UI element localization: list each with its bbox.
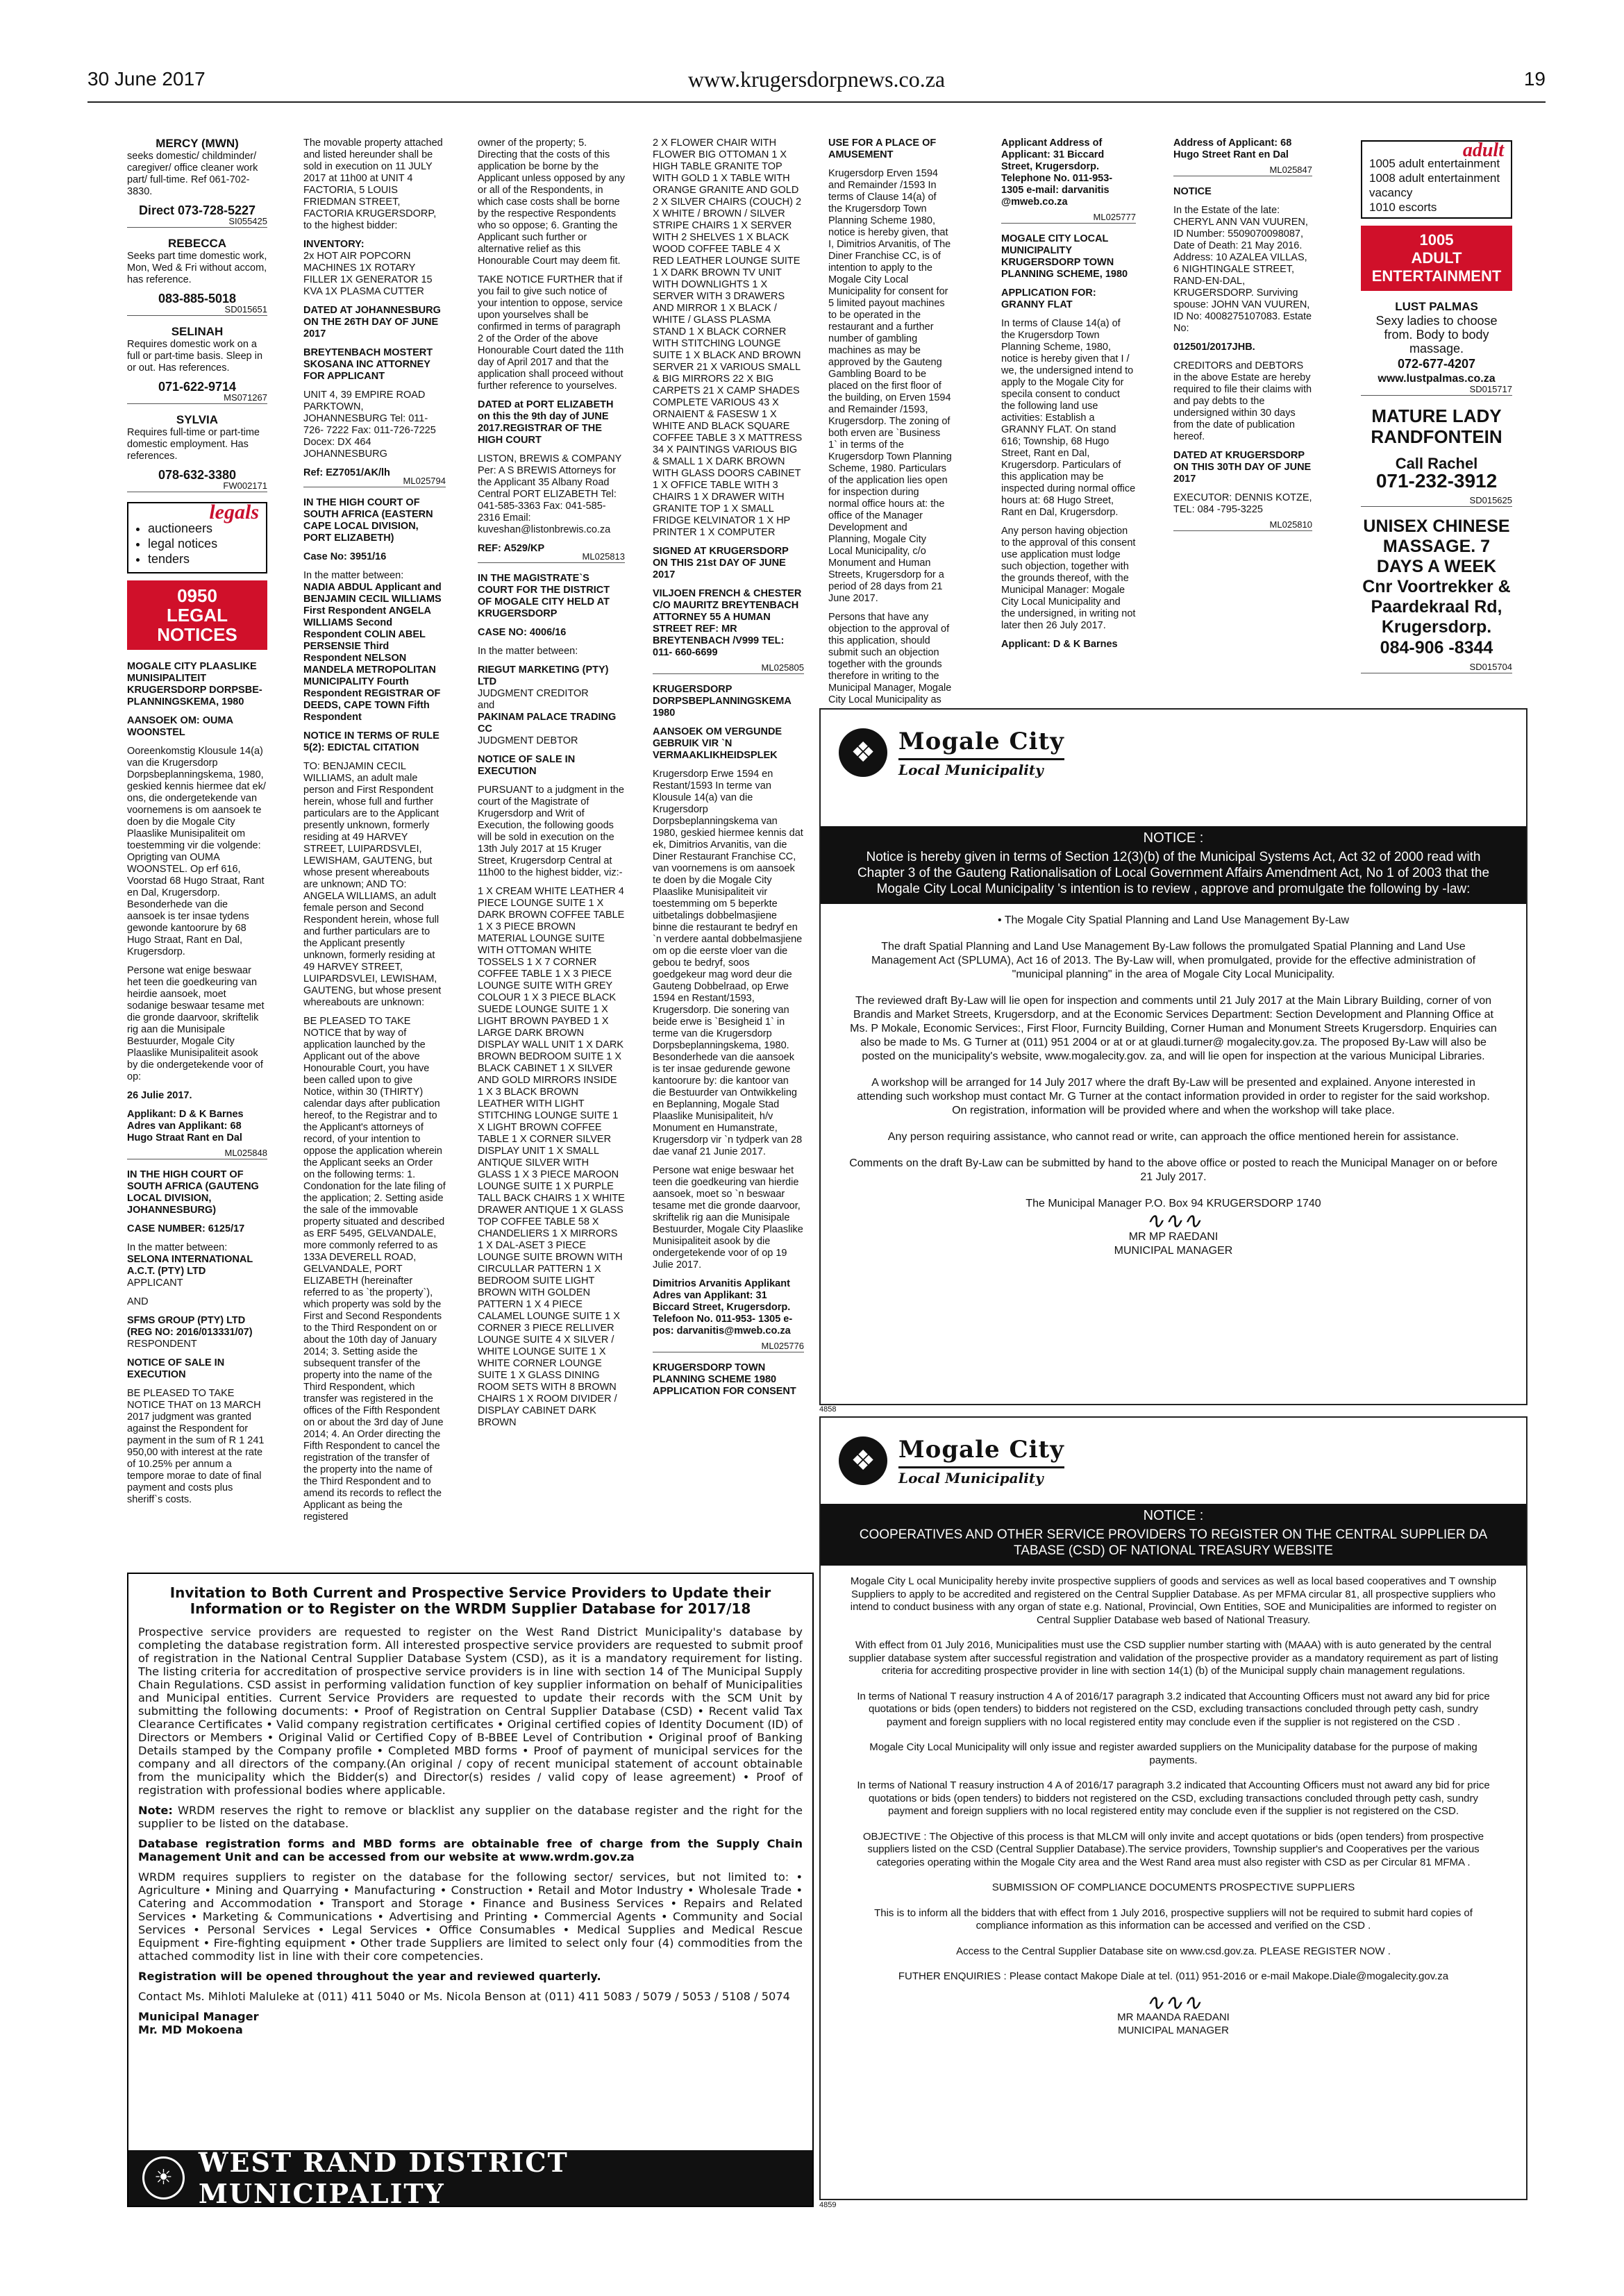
classified-ad-rebecca: REBECCA Seeks part time domestic work, Mon, Wed & Fri without accom, has reference. 083-885-5018 SD015651	[127, 237, 267, 315]
legals-item: • auctioneers	[148, 521, 259, 536]
signature-icon: ∿∿∿	[1145, 1989, 1202, 2015]
classified-ad-sylvia: SYLVIA Requires full-time or part-time domestic employment. Has references. 078-632-3380 FW002171	[127, 413, 267, 491]
column-4: 2 X FLOWER CHAIR WITH FLOWER BIG OTTOMAN 1 X HIGH TABLE GRANITE TOP WITH GOLD 1 X TABLE WITH ORANGE GRANITE AND GOLD 2 X SILVER CHAIRS (COUCH) 2 X WHITE / BROWN / SILVER STRIPE CHAIRS 1 X SERVER WITH 2 SHELVES 1 X BLACK WOOD COFFEE TABLE 4 X RED LEATHER LOUNGE SUITE 1 X DARK BROWN TV UNIT WITH DOWNLIGHTS 1 X SERVER WITH 3 DRAWERS AND MIRROR 1 X BLACK / WHITE / GLASS PLASMA STAND 1 X BLACK CORNER WITH STITCHING LOUNGE SUITE 1 X BLACK AND BROWN SERVER 21 X VARIOUS SMALL & BIG MIRRORS 22 X BIG CARPETS 21 X CAMP SHADES COMPLETE VARIOUS 43 X ORNAIENT & FASESW 1 X WHITE AND BLACK SQUARE COFFEE TABLE 3 X MATTRESS 34 X PAINTINGS VARIOUS BIG & SMALL 1 X DARK BROWN WITH GLASS DOORS CABINET 1 X OFFICE TABLE WITH 3 CHAIRS 1 X DRAWER WITH GRANITE TOP 1 X SMALL FRIDGE KELVINATOR 1 X HP PRINTER 1 X COMPUTER SIGNED AT KRUGERSDORP ON THIS 21st DAY OF JUNE 2017 VILJOEN FRENCH & CHESTER C/O MAURITZ BREYTENBACH ATTORNEY 55 A HUMAN STREET REF: MR BREYTENBACH /V999 TEL: 011- 660-6699 ML025805 KRUGERSDORP DORPSBEPLANNINGSKEMA 1980 AANSOEK OM VERGUNDE GEBRUIK VIR `N VERMAAKLIKHEIDSPLEK Krugersdorp Erwe 1594 en Restant/1593 In terme van Klousule 14(a) van die Krugersdorp Dorpsbeplanningskema van 1980, geskied hiermee kennis dat ek, Dimitrios Arvanitis, van die Diner Restaurant Franchise CC, van voornemens is om aansoek te doen by die Mogale City Plaaslike Munisipaliteit vir toestemming om 5 beperkte uitbetalings dobbelmasjiene binne die restaurant te bedryf en `n verdere aantal dobbelmasjiene om op die eerste vloer van die gebou te bedryf, soos goedgekeur mag word deur die Gauteng Dobbelraad, op Erwe 1594 en Restant/1593, Krugersdorp. Die sonering van beide erwe is `Besigheid 1` in terme van die Krugersdorp Dorpsbeplanningskema, 1980. Besonderhede van die aansoek is ter insae gedurende gewone kantoorure by: die kantoor van die Bestuurder van Ontwikkeling en Beplanning, Mogale Stad Plaaslike Munisipaliteit, h/v Monument en Humanstrate, Krugersdorp vir `n tydperk van 28 dae vanaf 21 Junie 2017. Persone wat enige beswaar het teen die goedkeuring van hierdie aansoek, moet so `n beswaar tesame met die gronde daarvoor, skriftelik rig aan die Munisipale Bestuurder, Mogale City Plaaslike Munisipaliteit asook by die ondergetekende voor of op 19 Julie 2017. Dimitrios Arvanitis Applikant Adres van Applikant: 31 Biccard Street, Krugersdorp. Telefoon No. 011-953- 1305 e-pos: darvanitis@mweb.co.za ML025776 KRUGERSDORP TOWN PLANNING SCHEME 1980 APPLICATION FOR CONSENT	[653, 137, 804, 1397]
column-3: owner of the property; 5. Directing that the costs of this application be borne by the Applicant unless opposed by any or all of the Respondents, in which case costs shall be borne by the respective Respondents who so oppose; 6. Granting the Applicant such further or alternative relief as this Honourable Court may deem fit. TAKE NOTICE FURTHER that if you fail to give such notice of your intention to oppose, service upon yourselves shall be confirmed in terms of paragraph 2 of the Order of the above Honourable Court dated the 11th day of April 2017 and that the application shall proceed without further reference to yourselves. DATED at PORT ELIZABETH on this the 9th day of JUNE 2017.REGISTRAR OF THE HIGH COURT LISTON, BREWIS & COMPANY Per: A S BREWIS Attorneys for the Applicant 35 Albany Road Central PORT ELIZABETH Tel: 041-585-3363 Fax: 041-585-2316 Email: kuveshan@listonbrewis.co.za REF: A529/KP ML025813 IN THE MAGISTRATE`S COURT FOR THE DISTRICT OF MOGALE CITY HELD AT KRUGERSDORP CASE NO: 4006/16 In the matter between: RIEGUT MARKETING (PTY) LTD JUDGMENT CREDITOR and PAKINAM PALACE TRADING CC JUDGMENT DEBTOR NOTICE OF SALE IN EXECUTION PURSUANT to a judgment in the court of the Magistrate of Krugersdorp and Writ of Execution, the following goods will be sold in execution on the 13th July 2017 at 15 Kruger Street, Krugersdorp Central at 11h00 to the highest bidder, viz:- 1 X CREAM WHITE LEATHER 4 PIECE LOUNGE SUITE 1 X DARK BROWN COFFEE TABLE 1 X 3 PIECE BROWN MATERIAL LOUNGE SUITE WITH OTTOMAN WHITE TOSSELS 1 X 7 CORNER COFFEE TABLE 1 X 3 PIECE LOUNGE SUITE WITH GREY COLOUR 1 X 3 PIECE BLACK SUEDE LOUNGE SUITE 1 X LIGHT BROWN PAYBED 1 X LARGE DARK BROWN DISPLAY WALL UNIT 1 X DARK BROWN BEDROOM SUITE 1 X BLACK CABINET 1 X SILVER AND GOLD MIRRORS INSIDE 1 X 3 BLACK BROWN LEATHER WITH LIGHT STITCHING LOUNGE SUITE 1 X LIGHT BROWN COFFEE TABLE 1 X CORNER SILVER DISPLAY UNIT 1 X SMALL ANTIQUE SILVER WITH GLASS 1 X 3 PIECE MAROON LOUNGE SUITE 1 X PURPLE TALL BACK CHAIRS 1 X WHITE DRAWER ANTIQUE 1 X GLASS TOP COFFEE TABLE 58 X CHANDELIERS 1 X MIRRORS 1 X DAL-ASET 3 PIECE LOUNGE SUITE BROWN WITH CIRCULLAR PATTERN 1 X BEDROOM SUITE LIGHT BROWN WITH GOLDEN PATTERN 1 X 4 PIECE CALAMEL LOUNGE SUITE 1 X CORNER 3 PIECE RELLIVER LOUNGE SUITE 4 X SILVER / WHITE LOUNGE SUITE 1 X WHITE CORNER LOUNGE SUITE 1 X GLASS DINING ROOM SETS WITH 8 BROWN CHAIRS 1 X ROOM DIVIDER / DISPLAY CABINET DARK BROWN	[478, 137, 625, 1428]
column-2: The movable property attached and listed hereunder shall be sold in execution on 11 JULY 2017 at 11h00 at UNIT 4 FACTORIA, 5 LOUIS FRIEDMAN STREET, FACTORIA KRUGERSDORP, to the highest bidder: INVENTORY: 2x HOT AIR POPCORN MACHINES 1X ROTARY FILLER 1X GENERATOR 15 KVA 1X PLASMA CUTTER DATED AT JOHANNESBURG ON THE 26TH DAY OF JUNE 2017 BREYTENBACH MOSTERT SKOSANA INC ATTORNEY FOR APPLICANT UNIT 4, 39 EMPIRE ROAD PARKTOWN, JOHANNESBURG Tel: 011-726- 7222 Fax: 011-726-7225 Docex: DX 464 JOHANNESBURG Ref: EZ7051/AK/lh ML025794 IN THE HIGH COURT OF SOUTH AFRICA (EASTERN CAPE LOCAL DIVISION, PORT ELIZABETH) Case No: 3951/16 In the matter between: NADIA ABDUL Applicant and BENJAMIN CECIL WILLIAMS First Respondent ANGELA WILLIAMS Second Respondent COLIN ABEL PERSENSIE Third Respondent NELSON MANDELA METROPOLITAN MUNICIPALITY Fourth Respondent REGISTRAR OF DEEDS, CAPE TOWN Fifth Respondent NOTICE IN TERMS OF RULE 5(2): EDICTAL CITATION TO: BENJAMIN CECIL WILLIAMS, an adult male person and First Respondent herein, whose full and further particulars are to the Applicant presently unknown, formerly residing at 49 HARVEY STREET, LUIPARDSVLEI, LEWISHAM, GAUTENG, but whose present whereabouts are unknown; AND TO: ANGELA WILLIAMS, an adult female person and Second Respondent herein, whose full and further particulars are to the Applicant presently unknown, formerly residing at 49 HARVEY STREET, LUIPARDSVLEI, LEWISHAM, GAUTENG, but whose present whereabouts are unknown: BE PLEASED TO TAKE NOTICE that by way of application launched by the Applicant out of the above Honourable Court, you have been called upon to give Notice, within 30 (THIRTY) calendar days after publication hereof, to the Registrar and to the Applicant's attorneys of record, of your intention to oppose the application wherein the Applicant seeks an Order on the following terms: 1. Condonation for the late filing of the application; 2. Setting aside the sale of the immovable property situated and described as ERF 5495, GELVANDALE, more commonly referred to as 133A DEVERELL ROAD, GELVANDALE, PORT ELIZABETH (hereinafter referred to as `the property`), which property was sold by the First and Second Respondents to the Third Respondent on or about the 10th day of January 2014; 3. Setting aside the subsequent transfer of the property into the name of the Third Respondent, which transfer was registered in the offices of the Fifth Respondent on or about the 3rd day of June 2014; 4. An Order directing the Fifth Respondent to cancel the registration of the transfer of the property into the name of the Third Respondent and to amend its records to reflect the Applicant as being the registered	[303, 137, 446, 1523]
page-number: 19	[1523, 68, 1546, 90]
site-url[interactable]: www.krugersdorpnews.co.za	[687, 67, 946, 92]
mogale-bylaw-notice: ❖ Mogale City Local Municipality NOTICE : Notice is hereby given in terms of Section 12(3)(b) of the Municipal Systems Act, Act 32 of 2000 read with Chapter 3 of the Gauteng Rationalisation of Local Government Affairs Amendment Act, No 1 of 2003 that the Mogale City Local Municipality 's intention is to review , approve and promulgate the following by -law: • The Mogale City Spatial Planning and Land Use Management By-Law The draft Spatial Planning and Land Use Management By-Law follows the promulgated Spatial Planning and Land Use Management Act (SPLUMA), Act 16 of 2013. The By-Law will, when promulgated, provide for the effective administration of "municipal planning" in the area of Mogale City Local Municipality. The reviewed draft By-Law will lie open for inspection and comments until 21 July 2017 at the Main Library Building, corner of von Brandis and Market Streets, Krugersdorp, and at the Economic Services Department: Section Development and Planning Office at Ms. P Mokale, Economic Services:, First Floor, Furncity Building, Corner Human and Monument Streets Krugersdorp. Enquiries can also be made to Ms. G Turner at (011) 951 2004 or at or at glaudi.turner@ mogalecity.gov.za. The proposed By-Law will also be posted on the municipality's website, www.mogalecity.gov. za, and will lie open for inspection at the various Municipal Libraries. A workshop will be arranged for 14 July 2017 where the draft By-Law will be presented and explained. Anyone interested in attending such workshop must contact Mr. G Turner at the contact information provided in order to register for the said workshop. On registration, information will be provided where and when the workshop will take place. Any person requiring assistance, who cannot read or write, can approach the office mentioned herein for assistance. Comments on the draft By-Law can be submitted by hand to the above office or posted to reach the Municipal Manager on or before 21 July 2017. The Municipal Manager P.O. Box 94 KRUGERSDORP 1740 ∿∿∿ MR MP RAEDANI MUNICIPAL MANAGER	[819, 708, 1527, 1405]
wrdm-supplier-database-notice: Invitation to Both Current and Prospective Service Providers to Update their Information or to Register on the WRDM Supplier Database for 2017/18 Prospective service providers are requested to register on the West Rand District Municipality's database by completing the database registration form. All interested prospective service providers are requested to submit proof of registration in the National Central Supplier Database System (CSD), as it is a mandatory requirement for listing. The listing criteria for accreditation of prospective service providers is in line with section 14 of The Municipal Supply Chain Regulations. CSD assist in performing validation function of key supplier information on behalf of Municipalities and Municipal entities. Current Service Providers are requested to update their records with the SCM Unit by submitting the following documents: • Proof of Registration on Central Supplier Database (CSD) • Recent valid Tax Clearance Certificates • Valid company registration certificates • Original certified copies of Identity Document (ID) of Directors or Members • Original Valid or Certified Copy of B-BBEE Level of Contribution • Original proof of Banking Details stamped by the Company profile • Completed MBD forms • Proof of payment of municipal services for the company and all directors of the company.(An original / copy of recent municipal statement of account obtainable from the municipality which the Bidder(s) and Director(s) resides / valid copy of lease agreement) • Proof of registration with professional bodies where applicable. Note: WRDM reserves the right to remove or blacklist any supplier on the database register and the right for the supplier to be listed on the database. Database registration forms and MBD forms are obtainable free of charge from the Supply Chain Management Unit and can be accessed from our website at www.wrdm.gov.za WRDM requires suppliers to register on the database for the following sector/ services, but not limited to: • Agriculture • Mining and Quarrying • Manufacturing • Construction • Retail and Motor Industry • Wholesale Trade • Catering and Accommodation • Transport and Storage • Finance and Business Services • Repairs and Related Services • Marketing & Communications • Advertising and Printing • Commercial Agents • Community and Social Services • Personal Services • Legal Services • Office Consumables • Medical Supplies and Medical Rescue Equipment • Fire-fighting equipment • Other trade Suppliers are limited to select only four (4) commodities from the attached commodity list in line with their core competencies. Registration will be opened throughout the year and reviewed quarterly. Contact Ms. Mihloti Maluleke at (011) 411 5040 or Ms. Nicola Benson at (011) 411 5083 / 5079 / 5053 / 5108 / 5074 Municipal Manager Mr. MD Mokoena ☀ WEST RAND DISTRICT MUNICIPALITY	[127, 1573, 814, 2207]
mogale-csd-notice: ❖ Mogale City Local Municipality NOTICE : COOPERATIVES AND OTHER SERVICE PROVIDERS TO REGISTER ON THE CENTRAL SUPPLIER DA TABASE (CSD) OF NATIONAL TREASURY WEBSITE Mogale City L ocal Municipality hereby invite prospective suppliers of goods and services as well as local based cooperatives and T ownship Suppliers to apply to be accredited and registered on the Central Supplier Database. As per MFMA circular 81, all prospective suppliers who intend to conduct business with any organ of state e.g. National, Provincial, Own Entities, SOE and Municipalities are informed to register on Central Supplier Database web based of National Treasury. With effect from 01 July 2016, Municipalities must use the CSD supplier number starting with (MAAA) with is auto generated by the central supplier database system after successful registration and validation of the prospective provider as a mandatory requirement as part of listing criteria for accrediting prospective provider in line with section 14(1) (b) of the Municipal supply chain management regulations. In terms of National T reasury instruction 4 A of 2016/17 paragraph 3.2 indicated that Accounting Officers must not award any bid for price quotations or bids (open tenders) to bidders not registered on the CSD, excluding transactions concluded through petty cash, sundry payment and foreign suppliers with no local registered entity may conclude even if the supplier is not registered on the CSD . Mogale City Local Municipality will only issue and register awarded suppliers on the Municipality database for the purpose of making payments. In terms of National T reasury instruction 4 A of 2016/17 paragraph 3.2 indicated that Accounting Officers must not award any bid for price quotations or bids (open tenders) to bidders not registered on the CSD, excluding transactions concluded through petty cash, sundry payment and foreign suppliers with no local registered entity may conclude even if the supplier is not registered on the CSD. OBJECTIVE : The Objective of this process is that MLCM will only invite and accept quotations or bids (open tenders) from prospective suppliers listed on the CSD (Central Supplier Database).The service providers, Township supplier's and Cooperatives per the various categories operating within the Mogale City area and the West Rand area must also register with CSD as per Circular 81 MFMA . SUBMISSION OF COMPLIANCE DOCUMENTS PROSPECTIVE SUPPLIERS This is to inform all the bidders that with effect from 1 July 2016, prospective suppliers will not be required to submit hard copies of compliance information as this information can be accessed and verified on the CSD . Access to the Central Supplier Database site on www.csd.gov.za. PLEASE REGISTER NOW . FUTHER ENQUIRIES : Please contact Makope Diale at tel. (011) 951-2016 or e-mail Makope.Diale@mogalecity.gov.za ∿∿∿ MR MAANDA RAEDANI MUNICIPAL MANAGER	[819, 1416, 1527, 2200]
municipal-emblem-icon: ❖	[839, 1436, 887, 1485]
adult-item: 1010 escorts	[1369, 201, 1437, 214]
signature-icon: ∿∿∿	[1145, 1208, 1202, 1233]
column-6: Applicant Address of Applicant: 31 Biccard Street, Krugersdorp. Telephone No. 011-953- 1305 e-mail: darvanitis @mweb.co.za ML025777 MOGALE CITY LOCAL MUNICIPALITY KRUGERSDORP TOWN PLANNING SCHEME, 1980 APPLICATION FOR: GRANNY FLAT In terms of Clause 14(a) of the Krugersdorp Town Planning Scheme, 1980, notice is hereby given that I / we, the undersigned intend to apply to the Mogale City for specila consent to conduct the following land use activities: Establish a GRANNY FLAT. On stand 616; Township, 68 Hugo Street, Rant en Dal, Krugersdorp. Particulars of this application may be inspected during normal office hours at: 68 Hugo Street, Rant en Dal, Krugersdorp. Any person having objection to the approval of this consent use application must lodge such objection, together with the grounds thereof, with the Municipal Manager: Mogale City Local Municipality and the undersigned, in writing not later then 26 July 2017. Applicant: D & K Barnes	[1001, 137, 1136, 650]
notice-banner: NOTICE : Notice is hereby given in terms of Section 12(3)(b) of the Municipal Systems Act, Act 32 of 2000 read with Chapter 3 of the Gauteng Rationalisation of Local Government Affairs Amendment Act, No 1 of 2003 that the Mogale City Local Municipality 's intention is to review , approve and promulgate the following by -law:	[821, 826, 1526, 904]
mogale-city-logo: ❖ Mogale City Local Municipality	[821, 710, 1526, 785]
adult-item: 1008 adult entertainment vacancy	[1369, 171, 1500, 199]
wrdm-emblem-icon: ☀	[142, 2156, 185, 2199]
column-5: USE FOR A PLACE OF AMUSEMENT Krugersdorp Erven 1594 and Remainder /1593 In terms of Clause 14(a) of the Krugersdorp Town Planning Scheme 1980, notice is hereby given, that I, Dimitrios Arvanitis, of The Diner Franchise CC, is of intention to apply to the Mogale City Local Municipality for consent for 5 limited payout machines to be operated in the restaurant and a further number of gambling machines as may be approved by the Gauteng Gambling Board to be placed on the first floor of the building, on Erven 1594 and Remainder /1593, Krugersdorp. The zoning of both erven are `Business 1` in terms of the Krugersdorp Town Planning Scheme, 1980. Particulars of the application lies open for inspection during normal office hours at: the office of the Manager Development and Planning, Mogale City Local Municipality, c/o Monument and Human Streets, Krugersdorp for a period of 28 days from 21 June 2017. Persons that have any objection to the approval of this application, should submit such an objection together with the grounds therefore in writing to the Municipal Manager, Mogale City Local Municipality as	[828, 137, 952, 705]
section-heading-adult-entertainment: 1005 ADULT ENTERTAINMENT	[1361, 226, 1512, 291]
classified-ad-mercy: MERCY (MWN) seeks domestic/ childminder/ caregiver/ office cleaner work part/ full-time. Ref 061-702-3830. Direct 073-728-5227 SI055425	[127, 137, 267, 226]
lustpalmas-web-link[interactable]: www.lustpalmas.co.za	[1378, 373, 1496, 385]
header-rule	[87, 101, 1546, 103]
issue-date: 30 June 2017	[87, 68, 206, 90]
column-8: adult 1005 adult entertainment 1008 adult entertainment vacancy 1010 escorts 1005 ADULT ENTERTAINMENT LUST PALMAS Sexy ladies to choose from. Body to body massage. 072-677-4207 www.lustpalmas.co.za SD015717 MATURE LADY RANDFONTEIN Call Rachel 071-232-3912 SD015625 UNISEX CHINESE MASSAGE. 7 DAYS A WEEK Cnr Voortrekker & Paardekraal Rd, Krugersdorp. 084-906 -8344 SD015704	[1361, 137, 1512, 707]
wrdm-footer-banner: ☀ WEST RAND DISTRICT MUNICIPALITY	[128, 2150, 812, 2206]
ad-code: 4858	[819, 1405, 837, 1414]
adult-heading: adult	[1462, 140, 1504, 161]
notice-banner: NOTICE : COOPERATIVES AND OTHER SERVICE PROVIDERS TO REGISTER ON THE CENTRAL SUPPLIER DA TABASE (CSD) OF NATIONAL TREASURY WEBSITE	[821, 1504, 1526, 1566]
column-1: MERCY (MWN) seeks domestic/ childminder/ caregiver/ office cleaner work part/ full-time. Ref 061-702-3830. Direct 073-728-5227 SI055425 REBECCA Seeks part time domestic work, Mon, Wed & Fri without accom, has reference. 083-885-5018 SD015651 SELINAH Requires domestic work on a full or part-time basis. Sleep in or out. Has references. 071-622-9714 MS071267 SYLVIA Requires full-time or part-time domestic employment. Has references. 078-632-3380 FW002171 legals • auctioneers • legal notices • tenders 0950 LEGAL NOTICES MOGALE CITY PLAASLIKE MUNISIPALITEIT KRUGERSDORP DORPSBE-PLANNINGSKEMA, 1980 AANSOEK OM: OUMA WOONSTEL Ooreenkomstig Klousule 14(a) van die Krugersdorp Dorpsbeplanningskema, 1980, geskied kennis hiermee dat ek/ ons, die ondergetekende van voornemens is om aansoek te doen by die Mogale City Plaaslike Munisipaliteit om toestemming vir die volgende: Oprigting van OUMA WOONSTEL. Op erf 616, Voorstad 68 Hugo Straat, Rant en Dal, Krugersdorp. Besonderhede van die aansoek is ter insae tydens gewonde kantoorure by 68 Hugo Straat, Rant en Dal, Krugersdorp. Persone wat enige beswaar het teen die goedkeuring van heirdie aansoek, moet sodanige beswaar tesame met die gronde daarvoor, skriftelik rig aan die Munisipale Bestuurder, Mogale City Plaaslike Munisipaliteit asook by die ondergetekende voor of op: 26 Julie 2017. Applikant: D & K Barnes Adres van Applikant: 68 Hugo Straat Rant en Dal ML025848 IN THE HIGH COURT OF SOUTH AFRICA (GAUTENG LOCAL DIVISION, JOHANNESBURG) CASE NUMBER: 6125/17 In the matter between: SELONA INTERNATIONAL A.C.T. (PTY) LTD APPLICANT AND SFMS GROUP (PTY) LTD (REG NO: 2016/013331/07) RESPONDENT NOTICE OF SALE IN EXECUTION BE PLEASED TO TAKE NOTICE THAT on 13 MARCH 2017 judgment was granted against the Respondent for payment in the sum of R 1 241 950,00 with interest at the rate of 10.25% per annum a tempore morae to date of final payment and costs plus sheriff`s costs.	[127, 137, 267, 1568]
mogale-city-logo: ❖ Mogale City Local Municipality	[821, 1418, 1526, 1493]
ad-code: 4859	[819, 2201, 837, 2209]
column-7: Address of Applicant: 68 Hugo Street Rant en Dal ML025847 NOTICE In the Estate of the late: CHERYL ANN VAN VUUREN, ID Number: 5509070098087, Date of Death: 21 May 2016. Address: 10 AZALEA VILLAS, 6 NIGHTINGALE STREET, RAND-EN-DAL, KRUGERSDORP. Surviving spouse: JOHN VAN VUUREN, ID No: 4008275107083. Estate No: 012501/2017JHB. CREDITORS and DEBTORS in the above Estate are hereby required to file their claims with and pay debts to the undersigned within 30 days from the date of publication hereof. DATED AT KRUGERSDORP ON THIS 30TH DAY OF JUNE 2017 EXECUTOR: DENNIS KOTZE, TEL: 084 -795-3225 ML025810	[1173, 137, 1312, 530]
adult-item: 1005 adult entertainment	[1369, 157, 1500, 170]
legals-item: • legal notices	[148, 536, 259, 551]
wrdm-title: Invitation to Both Current and Prospective Service Providers to Update their Information or to Register on the WRDM Supplier Database for 2017/18	[169, 1584, 771, 1617]
adult-index-box	[1361, 140, 1512, 219]
legals-index-box	[127, 502, 267, 573]
section-heading-legal-notices: 0950 LEGAL NOTICES	[127, 580, 267, 650]
page-header	[87, 68, 1546, 99]
legals-item: • tenders	[148, 551, 259, 567]
municipal-emblem-icon: ❖	[839, 728, 887, 777]
legals-heading: legals	[209, 501, 259, 523]
classified-ad-selinah: SELINAH Requires domestic work on a full or part-time basis. Sleep in or out. Has references. 071-622-9714 MS071267	[127, 325, 267, 403]
